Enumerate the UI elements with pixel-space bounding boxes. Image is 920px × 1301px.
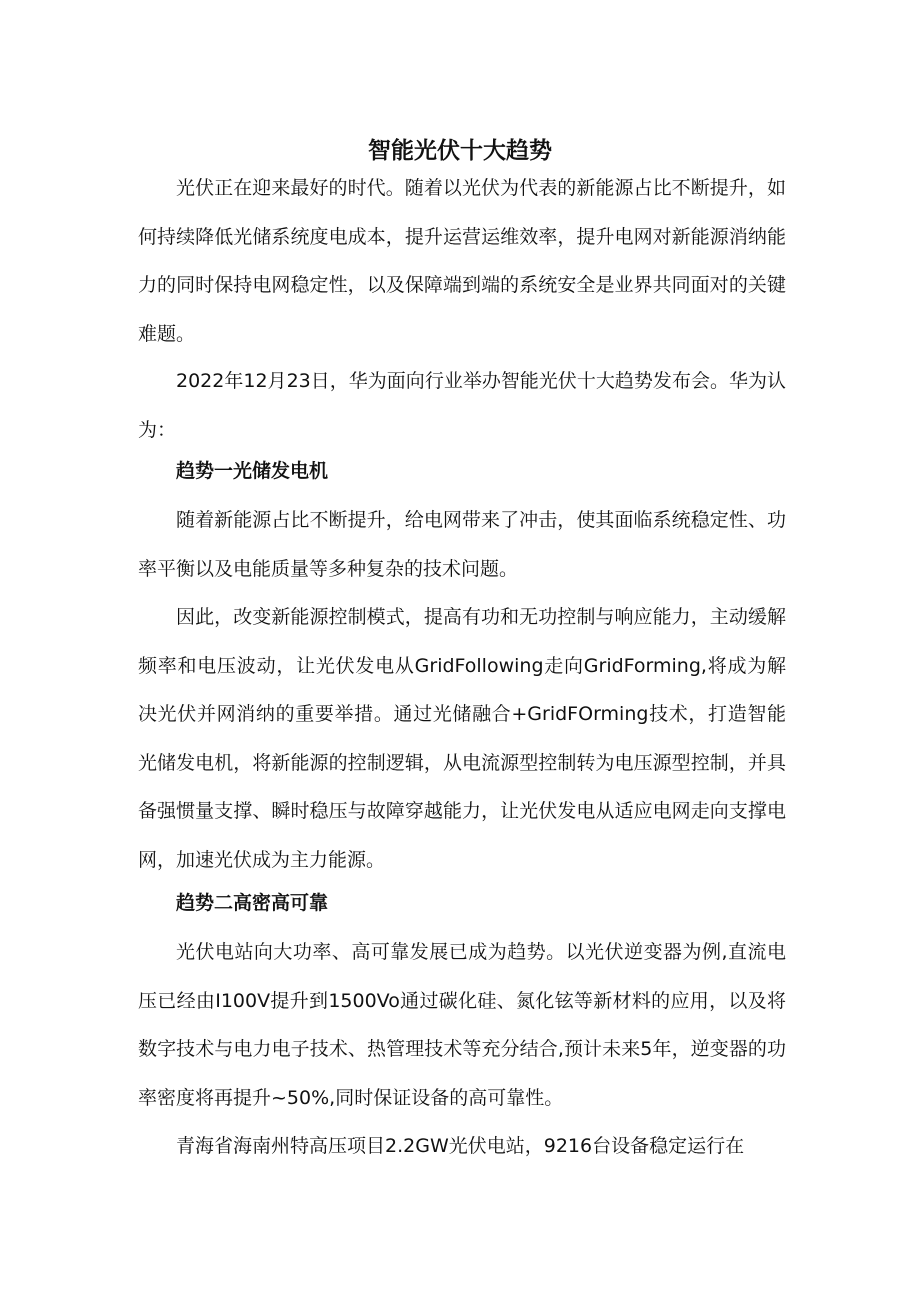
paragraph-trend-2-detail: 光伏电站向大功率、高可靠发展已成为趋势。以光伏逆变器为例,直流电压已经由I100V提升到1500Vo通过碳化硅、氮化铉等新材料的应用，以及将数字技术与电力电子技术、热管理技术等充分结合,预计未来5年，逆变器的功率密度将再提升~50%,同时保证设备的高可靠性。 <box>138 941 786 1109</box>
paragraph-trend-2-example: 青海省海南州特高压项目2.2GW光伏电站，9216台设备稳定运行在 <box>176 1135 745 1157</box>
section-heading-trend-1: 趋势一光储发电机 <box>176 460 329 482</box>
section-heading-trend-2: 趋势二高密高可靠 <box>176 892 329 914</box>
paragraph-trend-1-context: 随着新能源占比不断提升，给电网带来了冲击，使其面临系统稳定性、功率平衡以及电能质量等多种复杂的技术问题。 <box>138 509 786 580</box>
paragraph-announcement: 2022年12月23日，华为面向行业举办智能光伏十大趋势发布会。华为认为： <box>138 370 786 441</box>
document-title: 智能光伏十大趋势 <box>368 138 552 165</box>
paragraph-trend-1-detail: 因此，改变新能源控制模式，提高有功和无功控制与响应能力，主动缓解频率和电压波动，让光伏发电从GridFollowing走向GridForming,将成为解决光伏并网消纳的重要举措。通过光储融合+GridFOrming技术，打造智能光储发电机，将新能源的控制逻辑，从电流源型控制转为电压源型控制，并具备强惯量支撑、瞬时稳压与故障穿越能力，让光伏发电从适应电网走向支撑电网，加速光伏成为主力能源。 <box>138 606 786 871</box>
paragraph-intro: 光伏正在迎来最好的时代。随着以光伏为代表的新能源占比不断提升，如何持续降低光储系统度电成本，提升运营运维效率，提升电网对新能源消纳能力的同时保持电网稳定性，以及保障端到端的系统安全是业界共同面对的关键难题。 <box>138 177 786 345</box>
